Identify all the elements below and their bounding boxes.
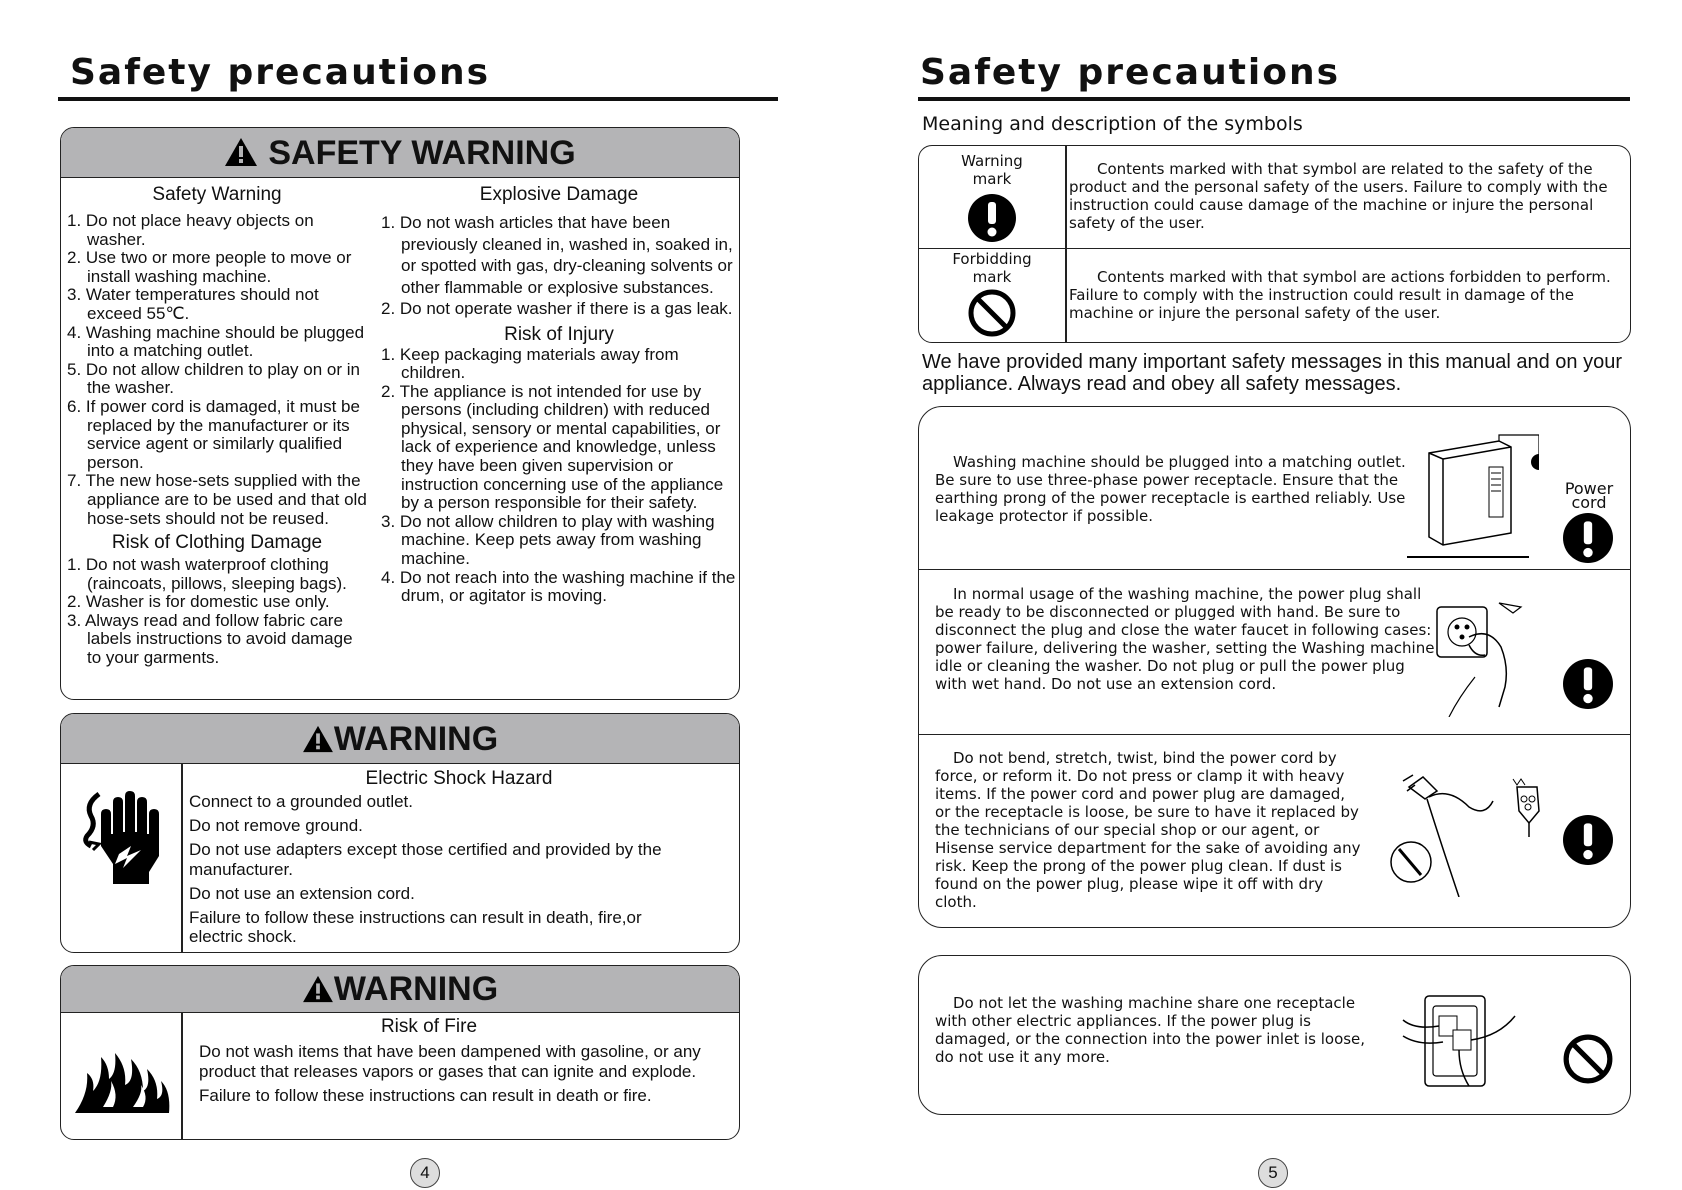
shock-text [189, 768, 729, 946]
shock-warning-heading: WARNING [333, 720, 499, 758]
forbidding-mark-label-text: Forbidding mark [952, 250, 1032, 286]
page-number: 4 [410, 1158, 440, 1188]
note-text: In normal usage of the washing machine, the power plug shall be ready to be disconnected or plugged with hand. Be sure to disconnect the plug and close the water faucet in following cases: power failure, delivering the washer, setting the Washing machine idle or cleaning the washer. Do not plug or pull the power plug with wet hand. Do not use an extension cord. [935, 585, 1435, 693]
safety-warning-list [67, 212, 367, 528]
page-number: 5 [1258, 1158, 1288, 1188]
list-item: 3. Water temperatures should not exceed 55℃. [67, 285, 319, 323]
intro-text: We have provided many important safety messages in this manual and on your appliance. Always read and obey all safety messages. [922, 351, 1622, 395]
safety-notes-panel [918, 406, 1631, 928]
list-item: 1. Do not wash articles that have been previously cleaned in, washed in, soaked in, or spotted with gas, dry-cleaning solvents or other flammable or explosive substances. [381, 213, 733, 297]
safety-warning-column [67, 184, 367, 668]
forbidding-mark-icon [1562, 1033, 1614, 1085]
electric-shock-warning-box [60, 713, 740, 953]
fire-warning-box [60, 965, 740, 1140]
explosive-damage-subtitle: Explosive Damage [479, 184, 639, 205]
hand-unplugging-illustration [1429, 597, 1539, 717]
warning-triangle-icon [302, 725, 334, 753]
injury-subtitle: Risk of Injury [504, 323, 614, 345]
safety-warning-header [61, 128, 739, 178]
shock-line: Do not use an extension cord. [189, 884, 415, 903]
list-item: 7. The new hose-sets supplied with the appliance are to be used and that old hose-sets should not be reused. [67, 471, 367, 528]
power-cord-label: Power cord [1564, 479, 1614, 512]
list-item: 2. Do not operate washer if there is a gas leak. [381, 299, 733, 318]
shock-line: Do not remove ground. [189, 816, 363, 835]
washing-machine-outlet-illustration [1399, 427, 1539, 567]
note-text: Do not bend, stretch, twist, bind the power cord by force, or reform it. Do not press or clamp it with heavy items. If the power cord and power plug are damaged, or the receptacle is loose, be sure to have it replaced by the technicians of our special shop or our agent, or Hisense service department for the sake of avoiding any risk. Keep the prong of the power plug clean. If dust is found on the power plug, please wipe it off with dry cloth. [935, 749, 1361, 911]
explosive-damage-list [381, 212, 737, 320]
fire-warning-heading: WARNING [333, 970, 499, 1008]
list-item: 5. Do not allow children to play on or in the washer. [67, 359, 360, 398]
list-item: 2. Washer is for domestic use only. [67, 592, 330, 612]
safety-warning-subtitle: Safety Warning [152, 184, 282, 205]
shared-receptacle-illustration [1399, 986, 1519, 1096]
fire-subtitle: Risk of Fire [380, 1016, 478, 1037]
warning-mark-icon [1563, 815, 1613, 865]
list-item: 2. The appliance is not intended for use by persons (including children) with reduced physical, sensory or mental capabilities, or lack of experience and knowledge, unless they have been given supervision or instruction concerning use of the appliance by a person responsible for their safety. [381, 381, 724, 513]
left-page-title: Safety precautions [70, 52, 491, 93]
power-plug-hand-illustration [1389, 757, 1509, 897]
injury-list [381, 346, 737, 606]
list-item: 4. Do not reach into the washing machine if the drum, or agitator is moving. [381, 567, 736, 606]
list-item: 1. Do not place heavy objects on washer. [67, 211, 314, 249]
divider [919, 248, 1630, 249]
shock-line: Failure to follow these instructions can result in death, fire,or electric shock. [189, 908, 642, 946]
warning-mark-description: Contents marked with that symbol are related to the safety of the product and the personal safety of the users. Failure to comply with the instruction could cause damage of the machine or injure the personal safety of the user. [1069, 160, 1608, 232]
left-title-rule [58, 97, 778, 101]
fire-warning-header [61, 966, 739, 1013]
forbidding-mark-icon [967, 288, 1017, 338]
list-item: 1. Keep packaging materials away from children. [381, 344, 679, 383]
list-item: 2. Use two or more people to move or install washing machine. [67, 248, 352, 286]
warning-mark-label [919, 152, 1065, 188]
fire-icon [73, 1041, 173, 1121]
list-item: 6. If power cord is damaged, it must be replaced by the manufacturer or its service agent or similarly qualified person. [67, 396, 360, 472]
forbidding-mark-label [919, 250, 1065, 286]
fire-text [199, 1016, 719, 1106]
list-item: 4. Washing machine should be plugged into a matching outlet. [67, 322, 365, 361]
warning-mark-icon [968, 194, 1016, 242]
electric-shock-hand-icon [79, 784, 169, 894]
warning-triangle-icon [302, 975, 334, 1003]
clothing-damage-list [67, 556, 367, 668]
warning-mark-icon [1563, 513, 1613, 563]
divider [919, 569, 1630, 570]
divider [181, 764, 183, 953]
right-title-rule [918, 97, 1630, 101]
receptacle-note-panel [918, 955, 1631, 1115]
shock-subtitle: Electric Shock Hazard [365, 768, 553, 789]
right-page-title: Safety precautions [920, 52, 1341, 93]
fire-line: Failure to follow these instructions can result in death or fire. [199, 1086, 652, 1105]
safety-warning-box [60, 127, 740, 700]
shock-line: Connect to a grounded outlet. [189, 792, 413, 811]
damaged-plug-illustration [1509, 777, 1549, 837]
list-item: 3. Always read and follow fabric care labels instructions to avoid damage to your garments. [67, 610, 353, 668]
note-text: Washing machine should be plugged into a matching outlet. Be sure to use three-phase power receptacle. Ensure that the earthing prong of the power receptacle is earthed reliably. Use leakage protector if possible. [935, 453, 1406, 525]
warning-triangle-icon [224, 137, 258, 167]
divider [919, 734, 1630, 735]
symbols-heading: Meaning and description of the symbols [922, 113, 1303, 135]
divider [1065, 146, 1067, 343]
list-item: 3. Do not allow children to play with washing machine. Keep pets away from washing machine. [381, 511, 715, 569]
shock-warning-header [61, 714, 739, 764]
safety-warning-heading: SAFETY WARNING [268, 134, 576, 172]
fire-line: Do not wash items that have been dampened with gasoline, or any product that releases vapors or gases that can ignite and explode. [199, 1042, 701, 1081]
explosive-damage-column [381, 184, 737, 606]
clothing-damage-subtitle: Risk of Clothing Damage [111, 532, 323, 554]
note-text: Do not let the washing machine share one receptacle with other electric appliances. If the power plug is damaged, or the connection into the power inlet is loose, do not use it any more. [935, 994, 1366, 1066]
warning-mark-label-text: Warning mark [961, 152, 1023, 188]
symbols-table [918, 145, 1631, 343]
forbidding-mark-description: Contents marked with that symbol are actions forbidden to perform. Failure to comply with the instruction could result in damage of the machine or injure the personal safety of the user. [1069, 268, 1611, 322]
list-item: 1. Do not wash waterproof clothing (raincoats, pillows, sleeping bags). [67, 555, 347, 593]
warning-mark-icon [1563, 659, 1613, 709]
shock-line: Do not use adapters except those certified and provided by the manufacturer. [189, 840, 662, 879]
